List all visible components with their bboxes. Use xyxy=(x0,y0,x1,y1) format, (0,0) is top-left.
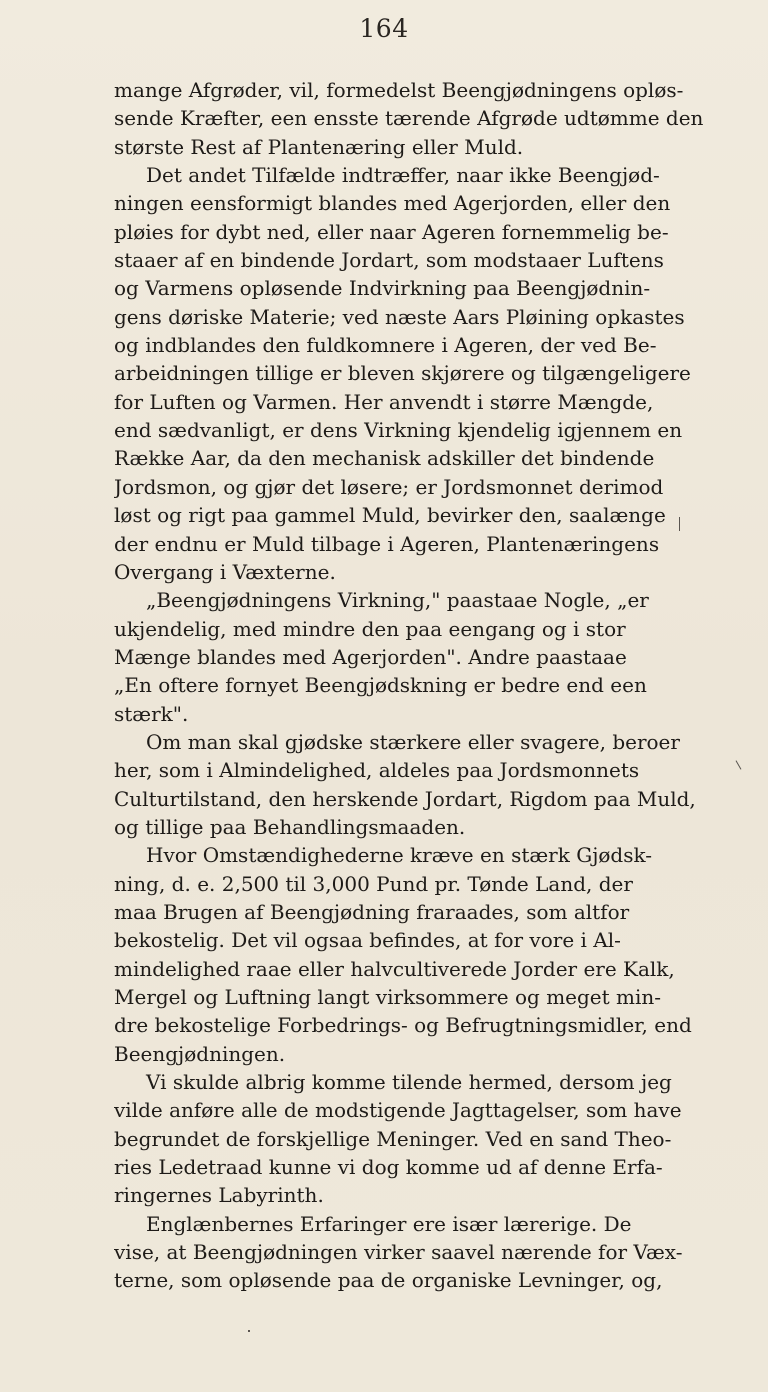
text-line: for Luften og Varmen. Her anvendt i større Mængde, xyxy=(114,389,654,414)
scan-speck xyxy=(248,1330,250,1332)
text-line: vise, at Beengjødningen virker saavel nærende for Væx- xyxy=(114,1240,683,1265)
text-line: Række Aar, da den mechanisk adskiller det bindende xyxy=(114,446,655,471)
text-line: Om man skal gjødske stærkere eller svagere, beroer xyxy=(146,729,680,754)
text-line: løst og rigt paa gammel Muld, bevirker den, saalænge xyxy=(114,503,666,528)
text-line: Beengjødningen. xyxy=(114,1041,286,1066)
text-line: Vi skulde albrig komme tilende hermed, dersom jeg xyxy=(146,1070,672,1095)
text-line: staaer af en bindende Jordart, som modstaaer Luftens xyxy=(114,248,664,273)
text-line: bekostelig. Det vil ogsaa befindes, at for vore i Al- xyxy=(114,928,621,953)
text-line: og tillige paa Behandlingsmaaden. xyxy=(114,814,466,839)
text-line: Det andet Tilfælde indtræffer, naar ikke Beengjød- xyxy=(146,163,660,188)
text-line: største Rest af Plantenæring eller Muld. xyxy=(114,134,524,159)
text-line: sende Kræfter, een ensste tærende Afgrøde udtømme den xyxy=(114,106,704,131)
text-line: ning, d. e. 2,500 til 3,000 Pund pr. Tønde Land, der xyxy=(114,871,633,896)
text-line: „Beengjødningens Virkning," paastaae Nogle, „er xyxy=(146,588,649,613)
text-line: mindelighed raae eller halvcultiverede Jorder ere Kalk, xyxy=(114,956,675,981)
text-line: vilde anføre alle de modstigende Jagttagelser, som have xyxy=(114,1098,682,1123)
text-line: Jordsmon, og gjør det løsere; er Jordsmonnet derimod xyxy=(114,474,664,499)
text-line: der endnu er Muld tilbage i Ageren, Plantenæringens xyxy=(114,531,660,556)
text-line: terne, som opløsende paa de organiske Levninger, og, xyxy=(114,1268,663,1293)
text-line: gens døriske Materie; ved næste Aars Pløining opkastes xyxy=(114,304,685,329)
text-line: mange Afgrøder, vil, formedelst Beengjødningens opløs- xyxy=(114,78,684,102)
text-line: begrundet de forskjellige Meninger. Ved en sand Theo- xyxy=(114,1126,672,1151)
text-line: ukjendelig, med mindre den paa eengang og i stor xyxy=(114,616,626,641)
text-line: her, som i Almindelighed, aldeles paa Jordsmonnets xyxy=(114,758,640,783)
text-line: Mergel og Luftning langt virksommere og meget min- xyxy=(114,985,662,1009)
text-line: Mænge blandes med Agerjorden". Andre paastaae xyxy=(114,644,627,669)
text-line: pløies for dybt ned, eller naar Ageren fornemmelig be- xyxy=(114,219,669,244)
text-line: arbeidningen tillige er bleven skjørere og tilgængeligere xyxy=(114,361,691,386)
text-line: Culturtilstand, den herskende Jordart, Rigdom paa Muld, xyxy=(114,786,696,811)
text-line: Overgang i Væxterne. xyxy=(114,559,336,584)
text-line: ningen eensformigt blandes med Agerjorden, eller den xyxy=(114,191,671,216)
text-line: dre bekostelige Forbedrings- og Befrugtningsmidler, end xyxy=(114,1013,692,1038)
text-line: ries Ledetraad kunne vi dog komme ud af denne Erfa- xyxy=(114,1155,663,1180)
text-line: Englænbernes Erfaringer ere især lærerige. De xyxy=(146,1211,632,1236)
text-line: maa Brugen af Beengjødning fraraades, som altfor xyxy=(114,899,630,924)
page-number: 164 xyxy=(359,14,409,43)
scan-speck xyxy=(736,760,742,769)
scan-speck xyxy=(679,517,680,531)
text-line: og indblandes den fuldkomnere i Ageren, der ved Be- xyxy=(114,333,657,358)
text-line: Hvor Omstændighederne kræve en stærk Gjødsk- xyxy=(146,843,653,868)
text-line: ringernes Labyrinth. xyxy=(114,1183,324,1208)
text-line: end sædvanligt, er dens Virkning kjendelig igjennem en xyxy=(114,418,683,443)
body-text xyxy=(114,76,710,1295)
text-line: „En oftere fornyet Beengjødskning er bedre end een xyxy=(114,673,647,698)
text-line: og Varmens opløsende Indvirkning paa Beengjødnin- xyxy=(114,276,651,301)
text-line: stærk". xyxy=(114,701,189,726)
